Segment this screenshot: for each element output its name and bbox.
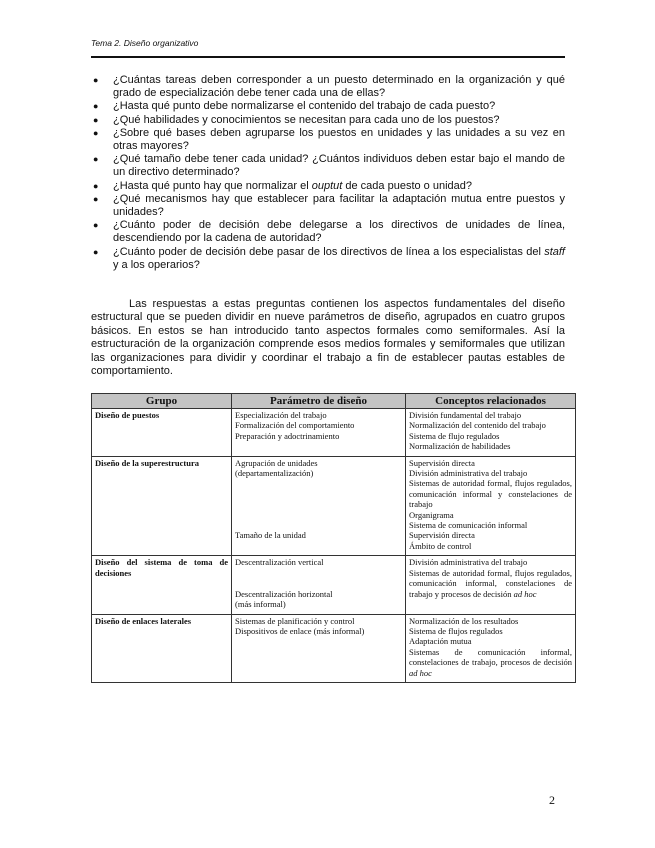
bullet-icon: ● [93, 114, 99, 125]
header-conceptos: Conceptos relacionados [406, 394, 576, 409]
bullet-icon: ● [93, 101, 99, 112]
question-list [91, 74, 565, 272]
bullet-icon: ● [93, 220, 99, 231]
grupo-cell: Diseño de la superestructura [92, 456, 232, 556]
table-row [92, 409, 576, 457]
header-grupo: Grupo [92, 394, 232, 409]
page-number: 2 [549, 793, 555, 807]
list-item: ● ¿Cuánto poder de decisión debe pasar de los directivos de línea a los especialistas del staff y a los operarios? [93, 245, 565, 271]
header-parametro: Parámetro de diseño [232, 394, 406, 409]
list-item: ● ¿Qué mecanismos hay que establecer para facilitar la adaptación mutua entre puestos y unidades? [93, 192, 565, 219]
param-cell: Sistemas de planificación y control Dispositivos de enlace (más informal) [232, 614, 406, 682]
conceptos-cell: División fundamental del trabajo Normalización del contenido del trabajo Sistema de flujo regulados Normalización de habilidades [406, 409, 576, 457]
page-header: Tema 2. Diseño organizativo [91, 38, 199, 48]
bullet-icon: ● [93, 246, 99, 257]
list-item: ● ¿Cuántas tareas deben corresponder a un puesto determinado en la organización y qué grado de especialización debe tener cada una de ellas? [93, 74, 565, 100]
intro-paragraph: Las respuestas a estas preguntas contienen los aspectos fundamentales del diseño estructural que se pueden dividir en nueve parámetros de diseño, agrupados en cuatro grupos básicos. En estos se han introducido tanto aspectos formales como semiformales. Así la estructuración de la organización comprende esos medios formales y semiformales que utilizan las organizaciones para dividir y coordinar el trabajo a fin de establecer pautas estables de comportamiento. [91, 298, 565, 378]
bullet-icon: ● [93, 180, 99, 191]
list-item: ● ¿Qué habilidades y conocimientos se necesitan para cada uno de los puestos? [93, 113, 500, 126]
table-row [92, 556, 576, 614]
list-item: ● ¿Cuánto poder de decisión debe delegarse a los directivos de unidades de línea, descendiendo por la cadena de autoridad? [93, 219, 565, 245]
conceptos-cell: División administrativa del trabajo Sistemas de autoridad formal, flujos regulados, comunicación informal, constelaciones de trabajo y procesos de decisión ad hoc [406, 556, 576, 614]
param-cell: Especialización del trabajo Formalización del comportamiento Preparación y adoctrinamiento [232, 409, 406, 457]
conceptos-cell: Normalización de los resultados Sistema de flujos regulados Adaptación mutua Sistemas de comunicación informal, constelaciones de trabajo, procesos de decisión ad hoc [406, 614, 576, 682]
design-parameters-table [91, 393, 576, 683]
header-rule [91, 56, 565, 58]
bullet-icon: ● [93, 154, 99, 165]
conceptos-cell: Supervisión directa División administrativa del trabajo Sistemas de autoridad formal, flujos regulados, comunicación informal y constelaciones de trabajo Organigrama Sistema de comunicación informal Supervisión directa Ámbito de control [406, 456, 576, 556]
bullet-icon: ● [93, 127, 99, 138]
param-cell: Agrupación de unidades (departamentalización) Tamaño de la unidad [232, 456, 406, 556]
grupo-cell: Diseño de enlaces laterales [92, 614, 232, 682]
table-row [92, 614, 576, 682]
param-cell: Descentralización vertical Descentralización horizontal (más informal) [232, 556, 406, 614]
list-item: ● ¿Qué tamaño debe tener cada unidad? ¿Cuántos individuos deben estar bajo el mando de un directivo determinado? [93, 153, 565, 179]
grupo-cell: Diseño de puestos [92, 409, 232, 457]
table-row [92, 456, 576, 556]
bullet-icon: ● [93, 75, 99, 85]
bullet-icon: ● [93, 193, 99, 204]
grupo-cell: Diseño del sistema de toma de decisiones [92, 556, 232, 614]
table-header-row [92, 394, 576, 409]
list-item: ● ¿Sobre qué bases deben agruparse los puestos en unidades y las unidades a su vez en otras mayores? [93, 126, 565, 153]
list-item: ● ¿Hasta qué punto hay que normalizar el ouptut de cada puesto o unidad? [93, 179, 472, 192]
list-item: ● ¿Hasta qué punto debe normalizarse el contenido del trabajo de cada puesto? [93, 100, 496, 113]
